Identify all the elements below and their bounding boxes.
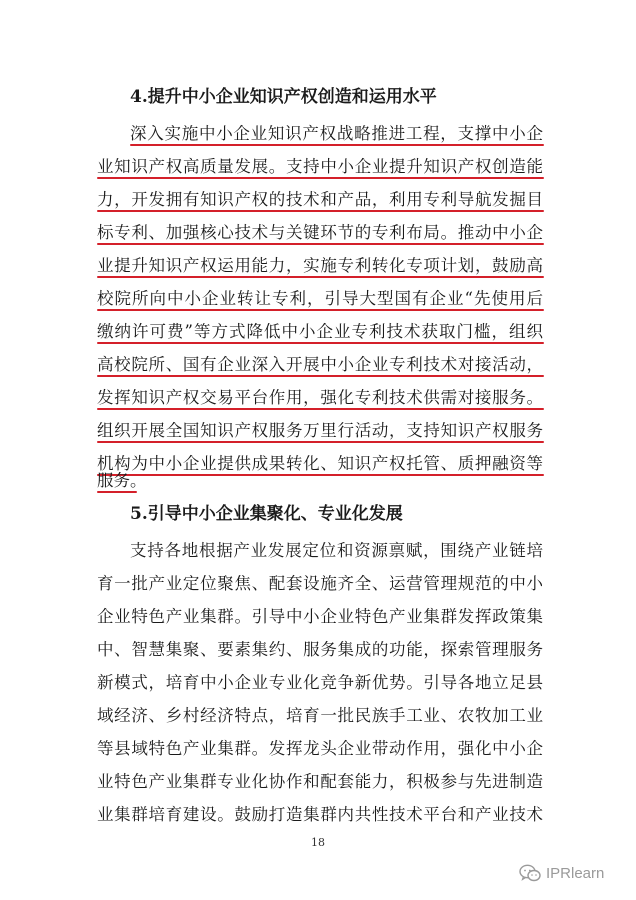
section-4-heading: 4.提升中小企业知识产权创造和运用水平 [130,87,437,107]
red-underline [97,243,544,245]
section-5-heading: 5.引导中小企业集聚化、专业化发展 [130,504,403,524]
paragraph-line: 校院所向中小企业转让专利，引导大型国有企业“先使用后 [97,289,543,308]
paragraph-line: 业提升知识产权运用能力，实施专利转化专项计划，鼓励高 [97,256,543,275]
paragraph-line: 中、智慧集聚、要素集约、服务集成的功能，探索管理服务 [97,640,543,659]
red-underline [97,408,544,410]
red-underline [97,342,544,344]
paragraph-line: 支持各地根据产业发展定位和资源禀赋，围绕产业链培 [130,541,543,560]
paragraph-line: 标专利、加强核心技术与关键环节的专利布局。推动中小企 [97,223,543,242]
red-underline [97,375,544,377]
paragraph-line: 业集群培育建设。鼓励打造集群内共性技术平台和产业技术 [97,805,543,824]
paragraph-line: 企业特色产业集群。引导中小企业特色产业集群发挥政策集 [97,607,543,626]
page-number: 18 [311,836,325,849]
red-underline [97,210,544,212]
red-underline [97,441,544,443]
paragraph-line: 力，开发拥有知识产权的技术和产品，利用专利导航发掘目 [97,190,543,209]
red-underline [97,491,137,493]
paragraph-line: 机构为中小企业提供成果转化、知识产权托管、质押融资等 [97,454,543,473]
paragraph-line: 服务。 [97,471,147,490]
paragraph-line: 发挥知识产权交易平台作用，强化专利技术供需对接服务。 [97,388,543,407]
paragraph-line: 高校院所、国有企业深入开展中小企业专利技术对接活动， [97,355,543,374]
red-underline [97,309,544,311]
paragraph-line: 缴纳许可费”等方式降低中小企业专利技术获取门槛，组织 [97,322,543,341]
paragraph-line: 育一批产业定位聚焦、配套设施齐全、运营管理规范的中小 [97,574,543,593]
red-underline [97,276,544,278]
paragraph-line: 深入实施中小企业知识产权战略推进工程，支撑中小企 [130,124,543,143]
paragraph-line: 业知识产权高质量发展。支持中小企业提升知识产权创造能 [97,157,543,176]
watermark [519,864,604,882]
red-underline [130,144,544,146]
watermark-text: IPRlearn [546,864,605,882]
paragraph-line: 新模式，培育中小企业专业化竞争新优势。引导各地立足县 [97,673,543,692]
paragraph-line: 域经济、乡村经济特点，培育一批民族手工业、农牧加工业 [97,706,543,725]
paragraph-line: 等县域特色产业集群。发挥龙头企业带动作用，强化中小企 [97,739,543,758]
red-underline [97,474,544,476]
red-underline [97,177,544,179]
wechat-icon [519,864,541,882]
paragraph-line: 业特色产业集群专业化协作和配套能力，积极参与先进制造 [97,772,543,791]
paragraph-line: 组织开展全国知识产权服务万里行活动，支持知识产权服务 [97,421,543,440]
